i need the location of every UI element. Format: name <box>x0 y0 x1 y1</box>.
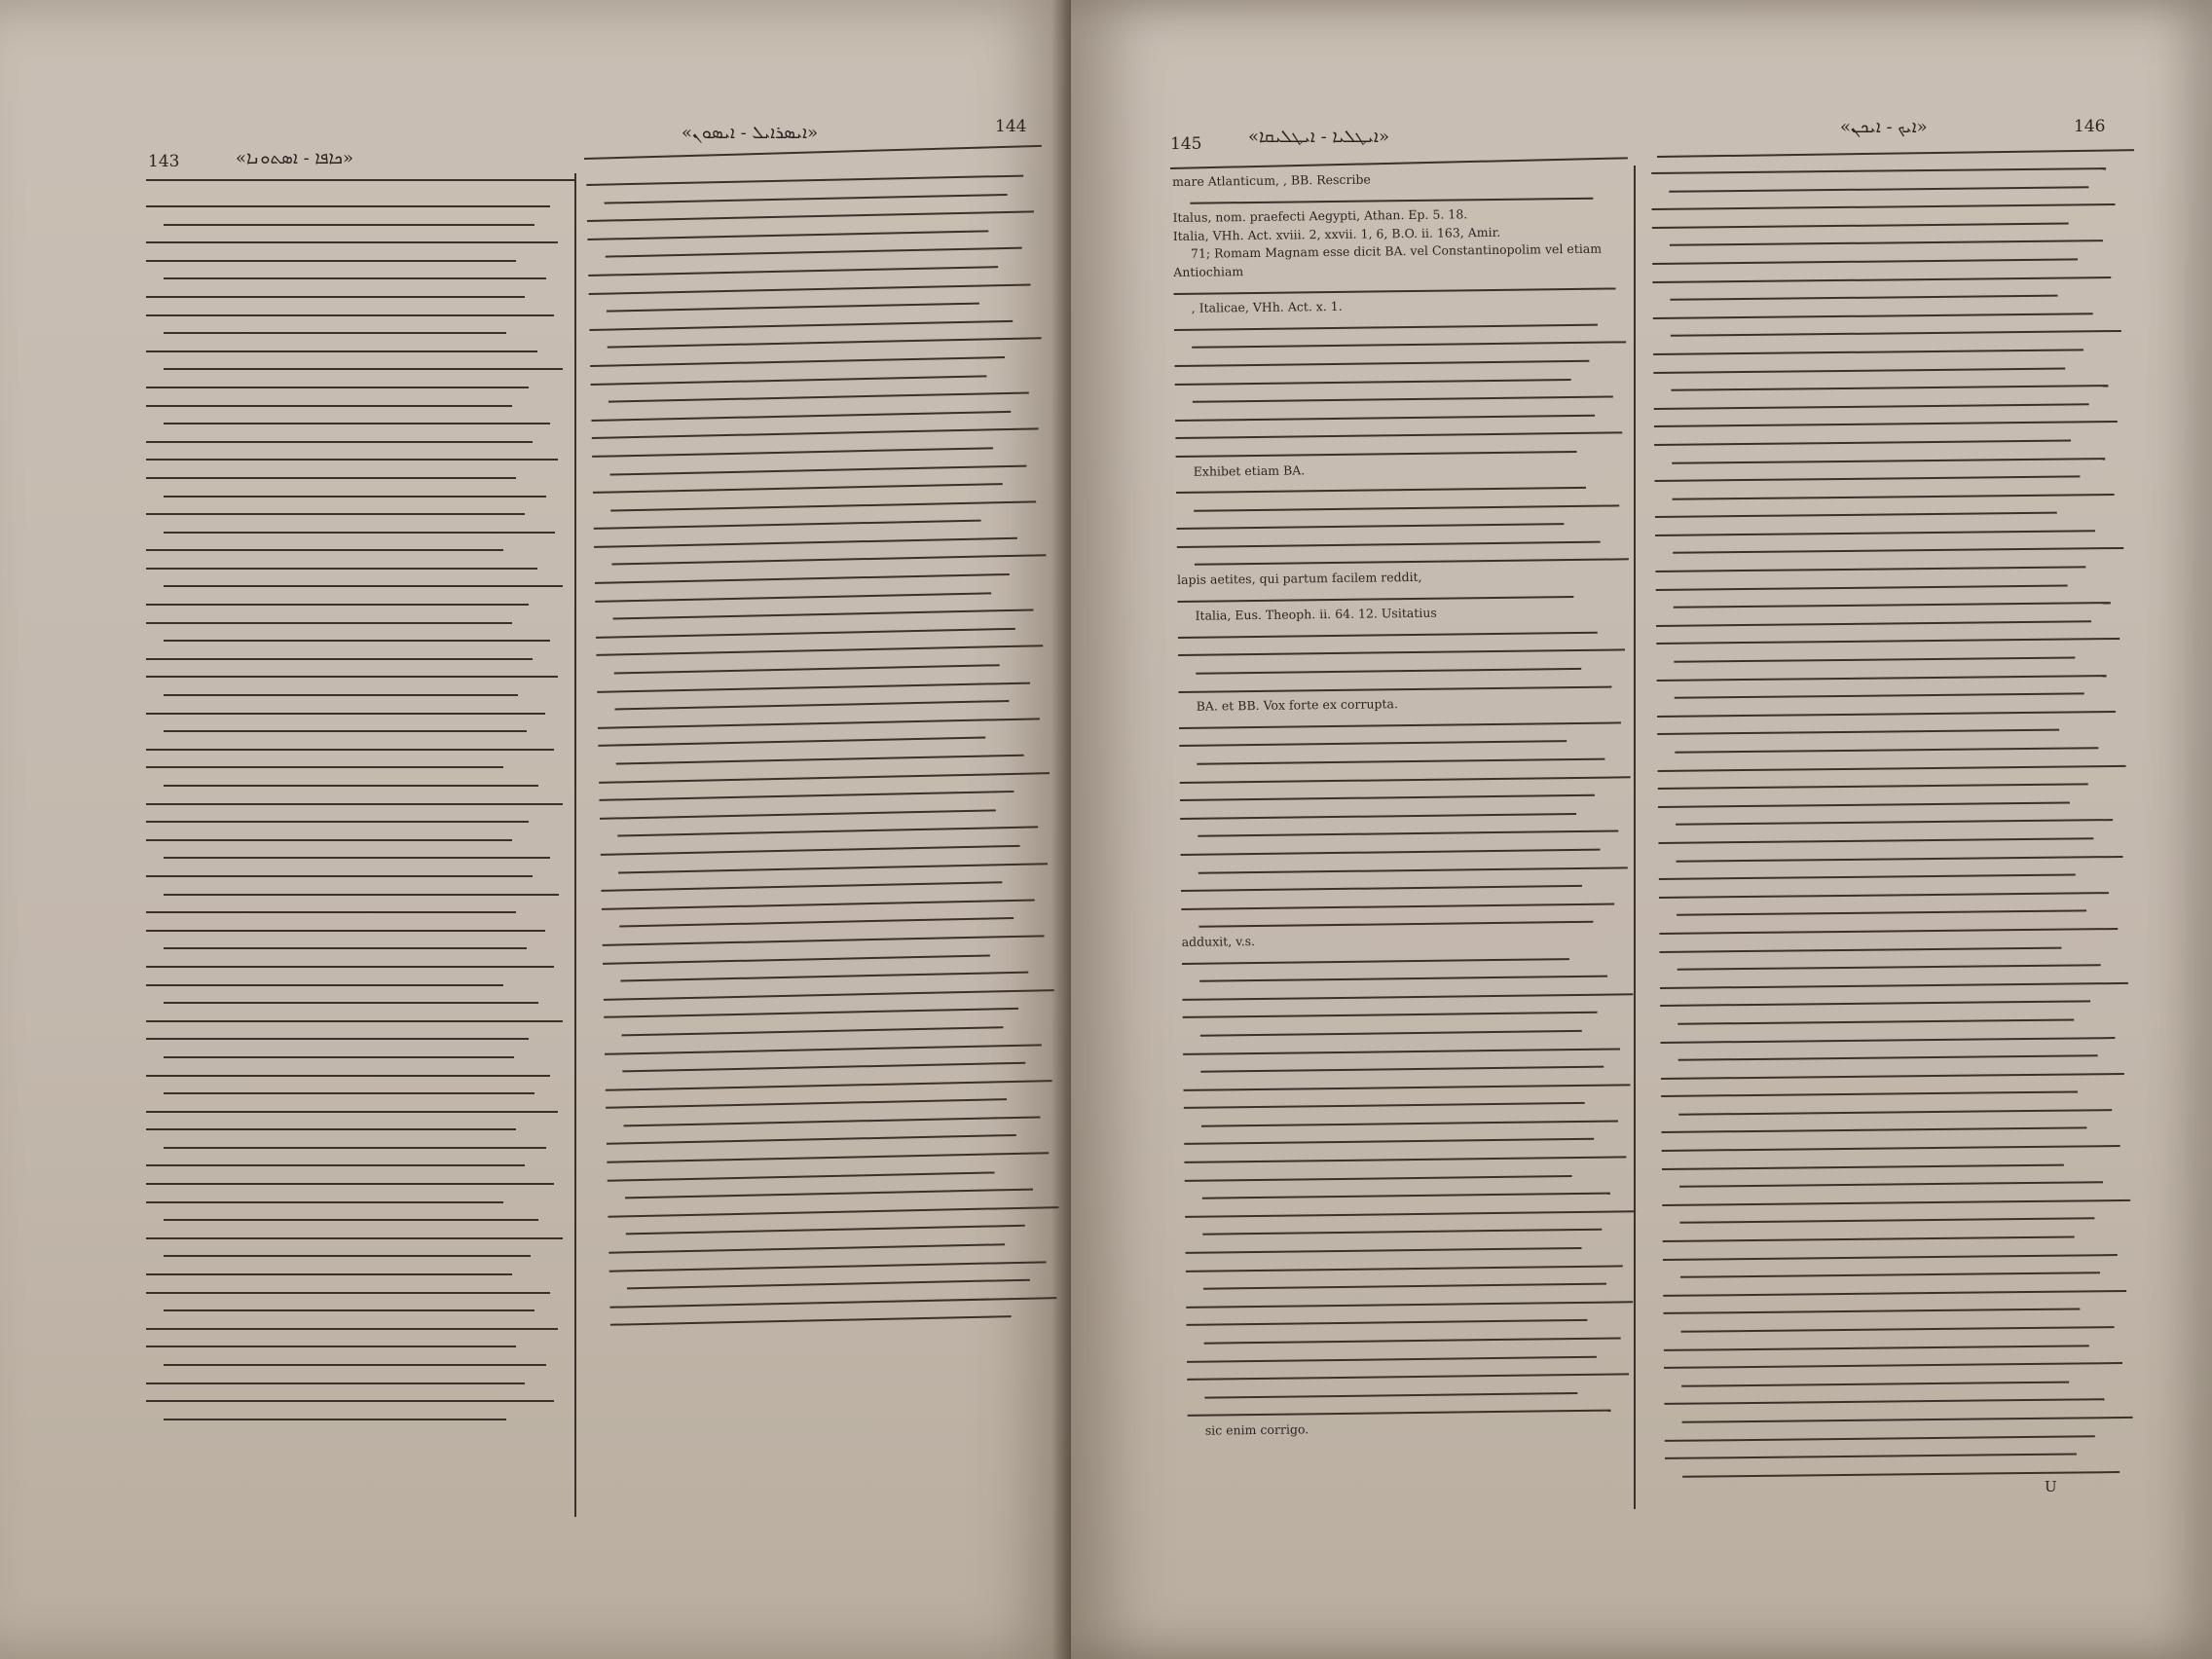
text-bar <box>1174 360 1589 367</box>
text-bar <box>146 241 558 243</box>
text-bar <box>610 1316 1012 1327</box>
header-rule-left-right-page <box>1170 157 1628 169</box>
text-bar <box>1658 801 2070 807</box>
header-rule-right <box>584 145 1042 160</box>
text-bar <box>1176 523 1564 530</box>
text-bar <box>1654 403 2089 410</box>
entry-line <box>146 883 567 902</box>
entry-line <box>146 285 567 304</box>
text-bar <box>1180 813 1576 820</box>
signature-mark: U <box>2045 1478 2057 1495</box>
text-bar <box>146 1111 558 1113</box>
entry-line <box>146 304 567 322</box>
text-bar <box>146 1400 554 1402</box>
text-bar <box>164 1219 538 1221</box>
text-bar <box>146 622 512 624</box>
text-bar <box>1657 675 2107 682</box>
text-bar <box>1202 1193 1609 1199</box>
text-bar <box>1184 1102 1585 1109</box>
text-bar <box>1663 1290 2126 1297</box>
text-bar <box>1659 892 2109 899</box>
entry-text: Italia, Eus. Theoph. ii. 64. 12. Usitatius <box>1195 605 1437 623</box>
text-bar <box>1176 451 1577 458</box>
entry-line <box>146 1082 567 1100</box>
text-bar <box>1657 729 2059 735</box>
text-bar <box>1188 1410 1611 1417</box>
text-bar <box>164 1002 538 1004</box>
text-bar <box>1176 487 1586 494</box>
entry-line <box>146 593 567 611</box>
text-bar <box>146 513 525 515</box>
page-number-143: 143 <box>148 152 180 171</box>
text-bar <box>1653 367 2065 373</box>
text-bar <box>146 839 512 841</box>
text-bar <box>1662 1163 2064 1169</box>
text-bar <box>146 405 512 407</box>
text-bar <box>146 1346 516 1347</box>
text-bar <box>1656 638 2120 645</box>
entry-line <box>146 1154 567 1172</box>
text-bar <box>1175 379 1571 386</box>
text-bar <box>1186 1319 1587 1326</box>
text-bar <box>146 1128 516 1130</box>
text-bar <box>1658 784 2088 791</box>
page-number-146: 146 <box>2074 117 2106 136</box>
entry-line <box>146 538 567 557</box>
entry-line <box>146 1172 567 1191</box>
text-bar <box>146 477 516 479</box>
entry-line <box>146 1408 567 1426</box>
text-bar <box>164 730 527 732</box>
text-bar <box>146 966 554 968</box>
text-bar <box>1663 1254 2118 1261</box>
text-bar <box>1660 1037 2115 1044</box>
entry-line <box>146 574 567 593</box>
running-head-right-right-page: «ܐܝܟ ‐ ܐܝܟܢ» <box>1840 117 1928 137</box>
column-2 <box>586 164 1066 1332</box>
text-bar <box>1193 396 1613 403</box>
text-bar <box>1200 1030 1581 1037</box>
entry-line <box>146 321 567 340</box>
column-3 <box>1172 167 1643 1440</box>
entry-text: Antiochiam <box>1173 264 1244 279</box>
text-bar <box>1679 1181 2103 1188</box>
text-bar <box>1204 1392 1576 1399</box>
entry-line <box>146 394 567 413</box>
text-bar <box>1185 1175 1572 1182</box>
text-bar <box>1681 1326 2115 1333</box>
text-bar <box>1663 1309 2080 1314</box>
entry-text: , Italicae, VHh. Act. x. 1. <box>1191 299 1343 315</box>
entry-line <box>146 810 567 829</box>
entry-line <box>146 991 567 1010</box>
text-bar <box>1181 903 1614 909</box>
entry-line <box>146 1118 567 1136</box>
entry-line <box>146 1208 567 1227</box>
text-bar <box>164 496 546 498</box>
entry-line <box>146 1389 567 1408</box>
text-bar <box>1184 1138 1594 1145</box>
text-bar <box>146 1201 503 1203</box>
column-1 <box>146 195 567 1425</box>
left-page <box>0 0 1071 1659</box>
entry-text: adduxit, v.s. <box>1181 933 1256 949</box>
entry-line <box>146 1299 567 1317</box>
text-bar <box>1198 830 1618 837</box>
text-bar <box>1183 1048 1620 1054</box>
text-bar <box>1177 596 1573 603</box>
text-bar <box>1657 711 2116 718</box>
column-divider-left <box>574 173 576 1517</box>
text-bar <box>164 1255 531 1257</box>
text-bar <box>1178 649 1625 657</box>
entry-text: Italia, VHh. Act. xviii. 2, xxvii. 1, 6, B.O. ii. 163, Amir. <box>1172 224 1501 243</box>
text-bar <box>146 766 503 768</box>
entry-line <box>146 267 567 285</box>
text-bar <box>164 532 555 534</box>
text-bar <box>164 1092 535 1094</box>
text-bar <box>1187 1355 1597 1362</box>
text-bar <box>1665 1435 2095 1442</box>
text-bar <box>1675 693 2084 699</box>
entry-line <box>146 1064 567 1083</box>
text-bar <box>1654 439 2071 445</box>
text-bar <box>146 205 550 207</box>
entry-line <box>146 974 567 992</box>
text-bar <box>1183 1012 1598 1018</box>
text-bar <box>146 314 554 316</box>
text-bar <box>1653 349 2083 355</box>
text-bar <box>146 604 529 606</box>
text-bar <box>1651 167 2106 174</box>
entry-text: 71; Romam Magnam esse dicit BA. vel Constantinopolim vel etiam <box>1190 240 1603 262</box>
running-head-right: «ܐܝܣܪܐܝܠ ‐ ܐܝܣܘܢ» <box>682 123 819 143</box>
text-bar <box>1652 222 2069 228</box>
text-bar <box>1194 504 1618 511</box>
text-bar <box>1652 276 2111 283</box>
text-bar <box>164 423 550 424</box>
text-bar <box>146 1292 550 1294</box>
text-bar <box>1665 1454 2077 1459</box>
text-bar <box>1678 1109 2112 1116</box>
text-bar <box>1673 547 2123 554</box>
text-bar <box>1197 758 1604 765</box>
entry-line <box>146 756 567 774</box>
text-bar <box>1192 342 1625 349</box>
text-bar <box>1680 1272 2100 1278</box>
text-bar <box>146 296 525 298</box>
text-bar <box>1662 1199 2130 1206</box>
text-bar <box>1195 559 1628 566</box>
entry-text: Exhibet etiam BA. <box>1193 461 1306 479</box>
entry-line <box>146 1281 567 1300</box>
text-bar <box>164 1419 506 1420</box>
text-bar <box>1656 620 2091 627</box>
entry-line <box>146 466 567 485</box>
text-bar <box>1682 1471 2120 1478</box>
entry-line <box>146 719 567 738</box>
page-number-144: 144 <box>995 117 1027 136</box>
entry-line <box>146 683 567 702</box>
text-bar <box>164 694 518 696</box>
entry-line <box>146 412 567 430</box>
text-bar <box>1672 458 2105 464</box>
text-bar <box>146 1382 525 1384</box>
text-bar <box>1670 240 2103 247</box>
entry-line <box>146 1263 567 1281</box>
entry-text: mare Atlanticum, , BB. Rescribe <box>1172 171 1371 189</box>
text-bar <box>1652 203 2116 210</box>
text-bar <box>1199 976 1606 982</box>
entry-line <box>146 846 567 865</box>
text-bar <box>1654 475 2080 482</box>
entry-line <box>146 195 567 213</box>
text-bar <box>1659 946 2061 952</box>
text-bar <box>146 1237 563 1239</box>
entry-line <box>146 557 567 575</box>
text-bar <box>146 1038 529 1040</box>
text-bar <box>1186 1247 1582 1254</box>
text-bar <box>1177 541 1601 548</box>
entry-text: BA. et BB. Vox forte ex corrupta. <box>1196 696 1399 714</box>
text-bar <box>146 1183 554 1185</box>
text-bar <box>1654 421 2118 427</box>
text-bar <box>1203 1283 1606 1290</box>
entry-text: sic enim corrigo. <box>1204 1421 1309 1438</box>
text-bar <box>1669 186 2088 193</box>
text-bar <box>1677 856 2123 863</box>
text-bar <box>146 387 529 388</box>
text-bar <box>1678 1054 2098 1061</box>
text-bar <box>1182 993 1633 1001</box>
text-bar <box>164 224 535 226</box>
entry-line <box>146 1335 567 1353</box>
entry-line <box>146 901 567 919</box>
text-bar <box>1676 819 2113 826</box>
text-bar <box>1673 494 2115 500</box>
text-bar <box>164 857 550 859</box>
text-bar <box>1653 313 2093 319</box>
text-bar <box>164 1364 546 1366</box>
header-rule-left <box>146 179 574 181</box>
text-bar <box>1679 1218 2094 1224</box>
text-bar <box>1175 432 1622 440</box>
text-bar <box>1655 530 2095 536</box>
entry-text: lapis aetites, qui partum facilem reddit, <box>1177 569 1422 588</box>
text-bar <box>146 441 533 443</box>
text-bar <box>164 947 527 949</box>
text-bar <box>146 658 533 660</box>
text-bar <box>164 368 563 370</box>
text-bar <box>1682 1417 2133 1423</box>
entry-line <box>146 774 567 793</box>
entry-line <box>146 1191 567 1209</box>
text-bar <box>1671 385 2108 391</box>
entry-line <box>146 231 567 249</box>
running-head-left-right-page: «ܐܝܛܠܝܐ ‐ ܐܝܛܠܝܩܐ» <box>1248 127 1389 147</box>
text-bar <box>1663 1236 2075 1242</box>
text-bar <box>1174 323 1598 330</box>
text-bar <box>164 1056 514 1058</box>
entry-line <box>146 1353 567 1372</box>
text-bar <box>1185 1210 1636 1218</box>
entry-line <box>146 340 567 358</box>
text-bar <box>1196 668 1581 675</box>
text-bar <box>146 260 516 262</box>
text-bar <box>164 1309 535 1311</box>
entry-line <box>146 611 567 630</box>
text-bar <box>1664 1399 2104 1406</box>
text-bar <box>146 875 533 877</box>
entry-line <box>146 1227 567 1245</box>
text-bar <box>146 930 545 932</box>
entry-line <box>146 448 567 466</box>
text-bar <box>146 1273 512 1275</box>
text-bar <box>164 785 538 787</box>
entry-line <box>146 1372 567 1390</box>
page-number-145: 145 <box>1170 134 1202 154</box>
text-bar <box>1658 837 2093 844</box>
entry-line <box>146 738 567 756</box>
text-bar <box>146 459 558 461</box>
text-bar <box>146 749 554 751</box>
text-bar <box>1660 1001 2090 1008</box>
entry-line <box>146 829 567 847</box>
text-bar <box>1201 1120 1617 1126</box>
text-bar <box>146 350 537 352</box>
text-bar <box>1175 414 1595 421</box>
entry-line <box>146 1010 567 1028</box>
text-bar <box>1661 1127 2086 1134</box>
entry-line <box>146 521 567 539</box>
text-bar <box>146 549 503 551</box>
text-bar <box>164 332 506 334</box>
text-bar <box>1181 885 1582 892</box>
entry-line <box>146 502 567 521</box>
entry-line <box>146 1100 567 1119</box>
text-bar <box>1180 794 1595 801</box>
entry-text: Italus, nom. praefecti Aegypti, Athan. Ep. 5. 18. <box>1172 206 1468 226</box>
text-bar <box>1186 1301 1633 1309</box>
text-bar <box>164 640 550 642</box>
text-bar <box>1670 295 2057 301</box>
entry-line <box>146 430 567 449</box>
text-bar <box>1173 287 1615 295</box>
entry-line <box>146 629 567 647</box>
text-bar <box>146 803 563 805</box>
entry-line <box>146 1027 567 1046</box>
entry-line <box>146 357 567 376</box>
text-bar <box>1183 1084 1630 1091</box>
text-bar <box>1180 776 1631 784</box>
text-bar <box>1204 1337 1620 1344</box>
entry-line <box>146 702 567 720</box>
text-bar <box>1658 765 2126 772</box>
entry-line <box>146 919 567 938</box>
text-bar <box>1179 721 1621 729</box>
right-page <box>1071 0 2212 1659</box>
text-bar <box>1178 632 1598 639</box>
text-bar <box>1656 584 2068 590</box>
text-bar <box>1662 1145 2120 1152</box>
text-bar <box>1202 1229 1601 1235</box>
text-bar <box>1661 1073 2124 1080</box>
entry-line <box>146 485 567 503</box>
text-bar <box>1655 566 2085 572</box>
text-bar <box>1190 197 1593 203</box>
text-bar <box>146 821 529 823</box>
entry-line <box>146 955 567 974</box>
running-head-left: «ܟܐܦܐ ‐ ܐܣܬܘܢܐ» <box>236 148 353 168</box>
text-bar <box>1186 1265 1623 1272</box>
text-bar <box>1674 657 2075 663</box>
text-bar <box>164 894 559 896</box>
text-bar <box>164 585 563 587</box>
text-bar <box>1659 874 2076 880</box>
entry-line <box>146 1317 567 1336</box>
entry-line <box>146 647 567 666</box>
text-bar <box>1677 1018 2074 1024</box>
text-bar <box>146 1020 563 1022</box>
entry-line <box>146 937 567 955</box>
text-bar <box>1664 1345 2089 1351</box>
entry-line <box>146 376 567 394</box>
entry-line <box>146 1244 567 1263</box>
text-bar <box>1200 1066 1604 1073</box>
text-bar <box>1179 741 1567 748</box>
entry-line <box>146 213 567 232</box>
text-bar <box>146 713 545 715</box>
text-bar <box>1178 685 1611 692</box>
text-bar <box>1652 258 2078 265</box>
text-bar <box>164 277 546 279</box>
text-bar <box>1681 1381 2069 1386</box>
text-bar <box>146 1164 525 1166</box>
text-bar <box>146 911 516 913</box>
text-bar <box>146 568 537 570</box>
text-bar <box>1198 866 1628 873</box>
entry-line <box>146 793 567 811</box>
text-bar <box>1182 958 1569 965</box>
text-bar <box>1674 602 2111 608</box>
text-bar <box>1664 1362 2122 1369</box>
text-bar <box>1677 910 2086 916</box>
text-bar <box>1677 964 2101 971</box>
text-bar <box>164 1147 546 1149</box>
text-bar <box>1184 1156 1626 1163</box>
entry-line <box>146 665 567 683</box>
column-4 <box>1651 157 2138 1483</box>
text-bar <box>1671 330 2121 337</box>
text-bar <box>146 984 503 986</box>
text-bar <box>1187 1374 1629 1382</box>
text-bar <box>1198 921 1593 928</box>
entry-line <box>146 1046 567 1064</box>
entry-line <box>146 249 567 268</box>
text-bar <box>146 676 558 678</box>
text-bar <box>1661 1091 2078 1097</box>
text-bar <box>1675 747 2098 754</box>
entry-line <box>146 1136 567 1155</box>
text-bar <box>1659 928 2118 935</box>
text-bar <box>1655 512 2057 518</box>
text-bar <box>146 1075 550 1077</box>
text-bar <box>1181 849 1601 856</box>
text-bar <box>1660 982 2128 989</box>
text-bar <box>146 1328 558 1330</box>
entry-line <box>146 865 567 883</box>
